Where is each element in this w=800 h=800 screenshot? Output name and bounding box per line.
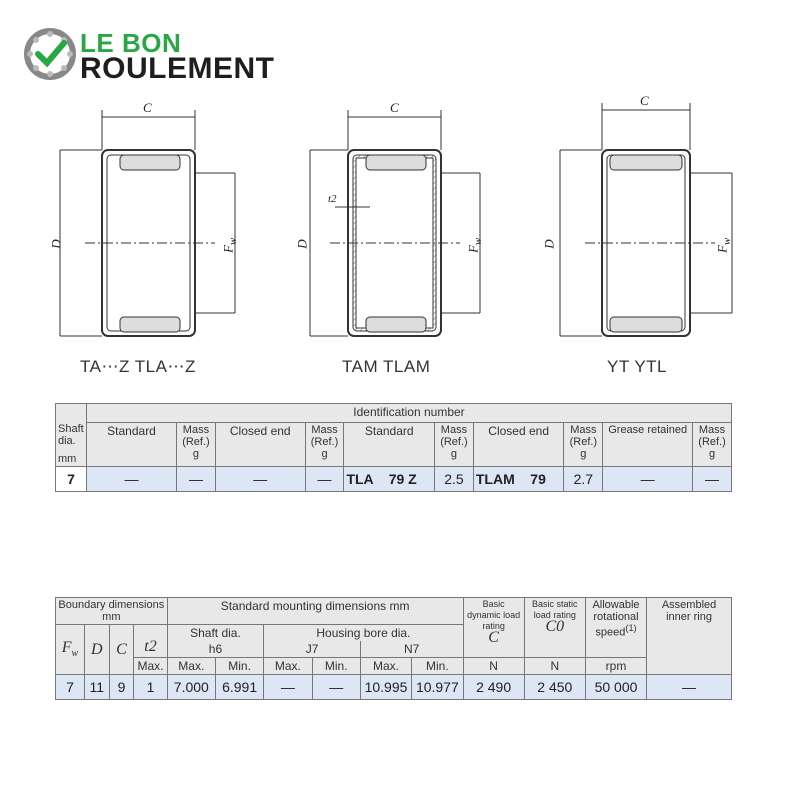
col-standard-1: Standard bbox=[86, 423, 176, 467]
identification-table bbox=[55, 403, 732, 492]
cell-n7min: 10.977 bbox=[412, 675, 463, 700]
dim-fw-2: $F_w$ bbox=[465, 237, 484, 253]
sym-d: D bbox=[84, 625, 109, 675]
cell-d: 11 bbox=[84, 675, 109, 700]
cell-mass2: — bbox=[305, 467, 344, 492]
speed-header: Allowable rotational speed$^{(1)}$ bbox=[585, 598, 646, 658]
col-closed-1: Closed end bbox=[215, 423, 305, 467]
shaft-dia-header: Shaft dia. bbox=[167, 625, 264, 642]
col-mass-3: Mass (Ref.) g bbox=[435, 423, 474, 467]
dim-t2: t2 bbox=[328, 193, 337, 205]
cell-inner: — bbox=[647, 675, 732, 700]
cell-closed1: — bbox=[215, 467, 305, 492]
sym-fw: $F_w$ bbox=[56, 625, 85, 675]
housing-header: Housing bore dia. bbox=[264, 625, 463, 642]
dim-c-3: C bbox=[640, 93, 649, 108]
dim-c-1: C bbox=[143, 100, 152, 115]
cell-closed2: TLAM 79 bbox=[473, 467, 564, 492]
n7-min: Min. bbox=[412, 658, 463, 675]
inner-ring-header: Assembled inner ring bbox=[647, 598, 732, 675]
cell-speed: 50 000 bbox=[585, 675, 646, 700]
cell-n7max: 10.995 bbox=[360, 675, 411, 700]
dim-fw-1: $F_w$ bbox=[220, 237, 239, 253]
dyn-header: Basic dynamic load rating C bbox=[463, 598, 524, 658]
stat-header: Basic static load rating C0 bbox=[524, 598, 585, 658]
drawing-label-tam: TAM TLAM bbox=[342, 357, 431, 376]
dim-d-2: D bbox=[294, 239, 310, 249]
col-mass-4: Mass (Ref.) g bbox=[564, 423, 603, 467]
col-mass-2: Mass (Ref.) g bbox=[305, 423, 344, 467]
unit-n-dyn: N bbox=[463, 658, 524, 675]
col-grease: Grease retained bbox=[603, 423, 693, 467]
h6-max: Max. bbox=[167, 658, 215, 675]
cell-mass5: — bbox=[693, 467, 732, 492]
col-mass-1: Mass (Ref.) g bbox=[177, 423, 216, 467]
cell-std2: TLA 79 Z bbox=[344, 467, 435, 492]
cell-dyn: 2 490 bbox=[463, 675, 524, 700]
cell-t2: 1 bbox=[134, 675, 167, 700]
dimensions-table bbox=[55, 597, 732, 700]
col-mass-5: Mass (Ref.) g bbox=[693, 423, 732, 467]
sym-c: C bbox=[109, 625, 134, 675]
mounting-header: Standard mounting dimensions mm bbox=[167, 598, 463, 625]
table-row bbox=[56, 675, 732, 700]
j7-max: Max. bbox=[264, 658, 312, 675]
unit-n-stat: N bbox=[524, 658, 585, 675]
dim-c-2: C bbox=[390, 100, 399, 115]
boundary-header: Boundary dimensions mm bbox=[56, 598, 168, 625]
dim-d-3: D bbox=[541, 239, 557, 249]
cell-h6min: 6.991 bbox=[215, 675, 263, 700]
cell-mass4: 2.7 bbox=[564, 467, 603, 492]
t2-max: Max. bbox=[134, 658, 167, 675]
h6-min: Min. bbox=[215, 658, 263, 675]
drawing-label-yt: YT YTL bbox=[607, 357, 668, 376]
cell-grease: — bbox=[603, 467, 693, 492]
n7-label: N7 bbox=[360, 641, 463, 658]
identification-number-header: Identification number bbox=[86, 404, 731, 423]
cell-stat: 2 450 bbox=[524, 675, 585, 700]
cell-shaft: 7 bbox=[56, 467, 87, 492]
unit-rpm: rpm bbox=[585, 658, 646, 675]
cell-c: 9 bbox=[109, 675, 134, 700]
drawing-ta-z bbox=[40, 95, 260, 345]
table-row bbox=[56, 467, 732, 492]
sym-t2: t2 bbox=[134, 625, 167, 658]
h6-label: h6 bbox=[167, 641, 264, 658]
drawing-label-ta: TA⋯Z TLA⋯Z bbox=[80, 357, 196, 376]
j7-label: J7 bbox=[264, 641, 361, 658]
shaft-dia-header: Shaft dia. mm bbox=[56, 404, 87, 467]
cell-mass3: 2.5 bbox=[435, 467, 474, 492]
col-standard-2: Standard bbox=[344, 423, 435, 467]
drawing-tam bbox=[290, 95, 500, 345]
cell-fw: 7 bbox=[56, 675, 85, 700]
cell-j7max: — bbox=[264, 675, 312, 700]
drawing-yt bbox=[540, 95, 750, 345]
n7-max: Max. bbox=[360, 658, 411, 675]
logo-line1: LE BON bbox=[80, 28, 182, 58]
logo-bearing-icon bbox=[24, 28, 76, 80]
j7-min: Min. bbox=[312, 658, 360, 675]
dim-d-1: D bbox=[48, 239, 64, 249]
cell-h6max: 7.000 bbox=[167, 675, 215, 700]
logo-line2: ROULEMENT bbox=[80, 52, 275, 85]
col-closed-2: Closed end bbox=[473, 423, 564, 467]
cell-j7min: — bbox=[312, 675, 360, 700]
cell-mass1: — bbox=[177, 467, 216, 492]
cell-std1: — bbox=[86, 467, 176, 492]
dim-fw-3: $F_w$ bbox=[714, 237, 733, 253]
